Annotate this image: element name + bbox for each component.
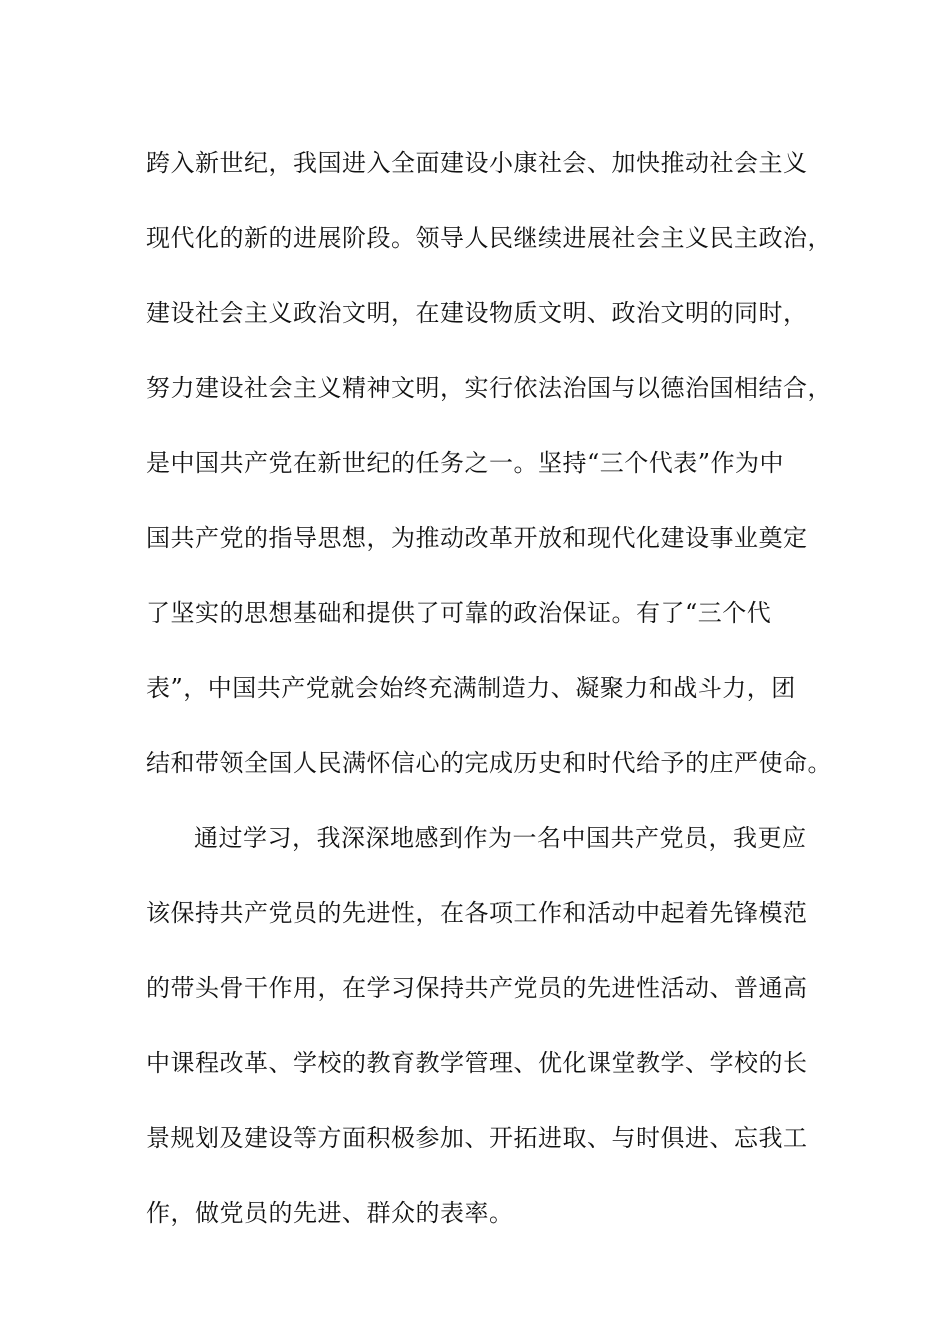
text-line: 结和带领全国人民满怀信心的完成历史和时代给予的庄严使命。 [146,749,832,777]
text-line: 国共产党的指导思想，为推动改革开放和现代化建设事业奠定 [146,524,808,552]
text-line: 建设社会主义政治文明，在建设物质文明、政治文明的同时， [146,299,808,327]
paragraph-1 [146,126,832,801]
paragraph-2 [146,801,826,1251]
text-line: 是中国共产党在新世纪的任务之一。坚持“三个代表”作为中 [146,449,785,477]
text-line: 现代化的新的进展阶段。领导人民继续进展社会主义民主政治， [146,224,832,252]
text-line: 作，做党员的先进、群众的表率。 [146,1199,514,1227]
text-line-indented: 通过学习，我深深地感到作为一名中国共产党员，我更应 [194,824,807,852]
text-line: 努力建设社会主义精神文明，实行依法治国与以德治国相结合， [146,374,832,402]
text-line: 表”，中国共产党就会始终充满制造力、凝聚力和战斗力，团 [146,674,796,702]
text-line: 了坚实的思想基础和提供了可靠的政治保证。有了“三个代 [146,599,772,627]
text-line: 跨入新世纪，我国进入全面建设小康社会、加快推动社会主义 [146,149,808,177]
text-line: 中课程改革、学校的教育教学管理、优化课堂教学、学校的长 [146,1049,808,1077]
document-body [146,126,832,1251]
text-line: 的带头骨干作用，在学习保持共产党员的先进性活动、普通高 [146,974,808,1002]
text-line: 景规划及建设等方面积极参加、开拓进取、与时俱进、忘我工 [146,1124,808,1152]
text-line: 该保持共产党员的先进性，在各项工作和活动中起着先锋模范 [146,899,808,927]
